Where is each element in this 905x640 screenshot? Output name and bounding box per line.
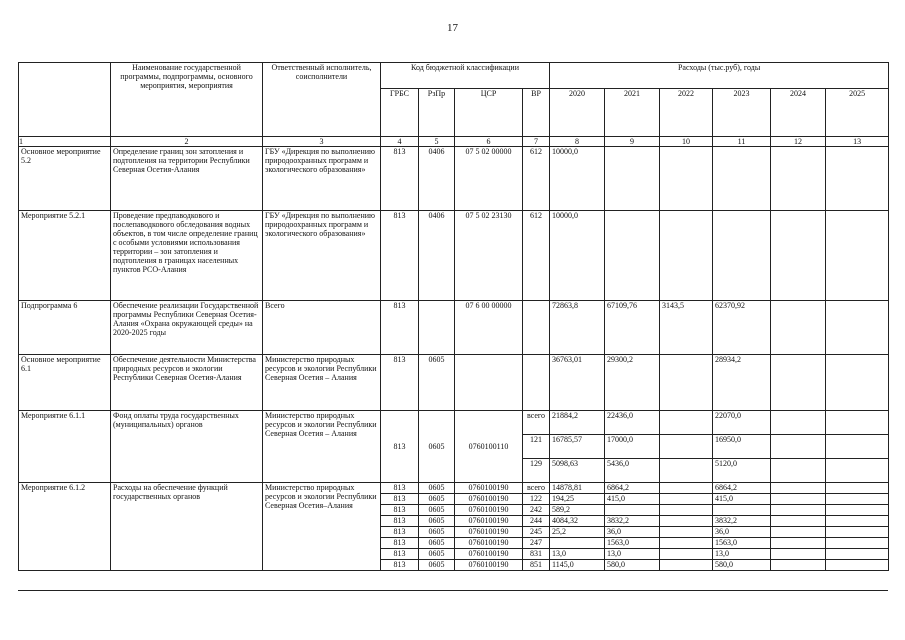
cell-csr: 07 5 02 23130 [455,211,523,301]
column-number: 10 [660,137,713,147]
cell-2024 [771,411,826,435]
cell-2020: 72863,8 [550,301,605,355]
cell-csr: 0760100190 [455,483,523,494]
cell-2023: 13,0 [713,549,771,560]
cell-vr: 831 [523,549,550,560]
cell-2024 [771,147,826,211]
cell-2020: 36763,01 [550,355,605,411]
cell-2025 [826,301,889,355]
cell-grbs: 813 [381,211,419,301]
cell-2024 [771,560,826,571]
cell-grbs: 813 [381,549,419,560]
cell-csr: 0760100110 [455,411,523,483]
cell-2025 [826,538,889,549]
cell-csr: 0760100190 [455,549,523,560]
cell-2020: 10000,0 [550,211,605,301]
cell-rzpr: 0605 [419,527,455,538]
cell-2023: 1563,0 [713,538,771,549]
column-number: 9 [605,137,660,147]
row-name: Расходы на обеспечение функций государственных органов [111,483,263,571]
cell-vr: 247 [523,538,550,549]
cell-csr: 0760100190 [455,494,523,505]
cell-2020: 4084,32 [550,516,605,527]
cell-2021: 13,0 [605,549,660,560]
cell-grbs: 813 [381,560,419,571]
column-number: 2 [111,137,263,147]
cell-2023: 36,0 [713,527,771,538]
table-row [19,211,889,301]
table-row [19,483,889,494]
cell-2022 [660,483,713,494]
cell-rzpr: 0605 [419,483,455,494]
cell-2020 [550,538,605,549]
row-name: Определение границ зон затопления и подтопления на территории Республики Северная Осетия-Алания [111,147,263,211]
row-responsible: Министерство природных ресурсов и экологии Республики Северная Осетия–Алания [263,483,381,571]
cell-2020: 25,2 [550,527,605,538]
cell-2024 [771,505,826,516]
cell-2022 [660,494,713,505]
column-number: 4 [381,137,419,147]
cell-2020: 194,25 [550,494,605,505]
cell-csr: 07 5 02 00000 [455,147,523,211]
column-number: 6 [455,137,523,147]
cell-2021: 415,0 [605,494,660,505]
cell-2024 [771,355,826,411]
cell-2023: 3832,2 [713,516,771,527]
cell-2021: 3832,2 [605,516,660,527]
cell-2023: 6864,2 [713,483,771,494]
column-number: 1 [19,137,111,147]
cell-2022 [660,147,713,211]
cell-csr: 0760100190 [455,538,523,549]
cell-grbs: 813 [381,411,419,483]
cell-2021: 22436,0 [605,411,660,435]
cell-2024 [771,549,826,560]
cell-2022 [660,211,713,301]
row-responsible: Министерство природных ресурсов и экологии Республики Северная Осетия – Алания [263,355,381,411]
cell-2023: 28934,2 [713,355,771,411]
cell-2025 [826,211,889,301]
cell-vr: всего [523,411,550,435]
row-name: Обеспечение реализации Государственной программы Республики Северная Осетия-Алания «Охрана окружающей среды» на 2020-2025 годы [111,301,263,355]
table-row [19,411,889,435]
cell-vr: 122 [523,494,550,505]
cell-2021: 36,0 [605,527,660,538]
cell-2022 [660,549,713,560]
cell-2022 [660,355,713,411]
header-year: 2021 [605,89,660,137]
cell-2021: 17000,0 [605,435,660,459]
cell-csr: 0760100190 [455,527,523,538]
cell-csr: 0760100190 [455,505,523,516]
cell-rzpr: 0605 [419,516,455,527]
cell-2025 [826,483,889,494]
cell-2025 [826,435,889,459]
table-row [19,301,889,355]
cell-2025 [826,355,889,411]
header-vr: ВР [523,89,550,137]
header-year: 2023 [713,89,771,137]
cell-csr: 0760100190 [455,516,523,527]
cell-grbs: 813 [381,355,419,411]
column-number: 11 [713,137,771,147]
cell-rzpr: 0605 [419,505,455,516]
table-bottom-rule [18,590,888,591]
cell-2023 [713,505,771,516]
header-year: 2025 [826,89,889,137]
row-label: Основное мероприятие 6.1 [19,355,111,411]
cell-rzpr [419,301,455,355]
table-row [19,147,889,211]
cell-rzpr: 0605 [419,494,455,505]
cell-2025 [826,505,889,516]
cell-rzpr: 0605 [419,560,455,571]
cell-2021: 5436,0 [605,459,660,483]
table-row [19,355,889,411]
column-number: 8 [550,137,605,147]
cell-2024 [771,483,826,494]
cell-2022 [660,435,713,459]
cell-2022 [660,411,713,435]
header-csr: ЦСР [455,89,523,137]
column-number: 3 [263,137,381,147]
cell-vr [523,355,550,411]
header-responsible: Ответственный исполнитель, соисполнители [263,63,381,137]
cell-2020: 13,0 [550,549,605,560]
cell-rzpr: 0605 [419,355,455,411]
column-number: 12 [771,137,826,147]
cell-2022 [660,538,713,549]
cell-2023: 5120,0 [713,459,771,483]
cell-grbs: 813 [381,147,419,211]
cell-2021: 580,0 [605,560,660,571]
cell-2023 [713,211,771,301]
cell-2023: 16950,0 [713,435,771,459]
row-name: Фонд оплаты труда государственных (муниципальных) органов [111,411,263,483]
cell-grbs: 813 [381,516,419,527]
header-empty-cell [19,63,111,137]
cell-vr [523,301,550,355]
row-responsible: Всего [263,301,381,355]
cell-vr: 612 [523,211,550,301]
header-year: 2020 [550,89,605,137]
cell-vr: 129 [523,459,550,483]
row-responsible: ГБУ «Дирекция по выполнению природоохранных программ и экологического образования» [263,147,381,211]
cell-grbs: 813 [381,301,419,355]
row-label: Подпрограмма 6 [19,301,111,355]
cell-2022: 3143,5 [660,301,713,355]
cell-2024 [771,435,826,459]
cell-2024 [771,538,826,549]
cell-rzpr: 0406 [419,147,455,211]
header-year: 2024 [771,89,826,137]
cell-vr: 121 [523,435,550,459]
cell-2025 [826,459,889,483]
cell-vr: 245 [523,527,550,538]
cell-2021 [605,147,660,211]
cell-vr: 242 [523,505,550,516]
cell-csr [455,355,523,411]
row-name: Проведение предпаводкового и послепаводкового обследования водных объектов, в том числе определение границ с особыми условиями использования территории – зон затопления и подтопления в границах населенных пунктов РСО-Алания [111,211,263,301]
cell-csr: 07 6 00 00000 [455,301,523,355]
cell-2022 [660,516,713,527]
header-name: Наименование государственной программы, подпрограммы, основного мероприятия, мероприятия [111,63,263,137]
row-label: Основное мероприятие 5.2 [19,147,111,211]
cell-grbs: 813 [381,483,419,494]
cell-2020: 1145,0 [550,560,605,571]
cell-grbs: 813 [381,538,419,549]
cell-2020: 21884,2 [550,411,605,435]
cell-2023: 62370,92 [713,301,771,355]
cell-2024 [771,301,826,355]
cell-csr: 0760100190 [455,560,523,571]
cell-2022 [660,459,713,483]
cell-2025 [826,147,889,211]
cell-2025 [826,549,889,560]
cell-2022 [660,527,713,538]
cell-grbs: 813 [381,494,419,505]
cell-2021: 6864,2 [605,483,660,494]
cell-2024 [771,459,826,483]
cell-2020: 10000,0 [550,147,605,211]
cell-2023 [713,147,771,211]
row-label: Мероприятие 5.2.1 [19,211,111,301]
header-rzpr: РзПр [419,89,455,137]
header-budget-code: Код бюджетной классификации [381,63,550,89]
cell-2025 [826,516,889,527]
cell-2021 [605,211,660,301]
column-number: 5 [419,137,455,147]
row-label: Мероприятие 6.1.2 [19,483,111,571]
cell-rzpr: 0605 [419,411,455,483]
column-number: 13 [826,137,889,147]
column-number-row [19,137,889,147]
header-year: 2022 [660,89,713,137]
cell-2023: 22070,0 [713,411,771,435]
header-grbs: ГРБС [381,89,419,137]
cell-vr: 612 [523,147,550,211]
cell-rzpr: 0605 [419,549,455,560]
cell-2021: 67109,76 [605,301,660,355]
header-expenses: Расходы (тыс.руб), годы [550,63,889,89]
column-number: 7 [523,137,550,147]
cell-2021: 1563,0 [605,538,660,549]
cell-2025 [826,560,889,571]
cell-2024 [771,211,826,301]
cell-vr: всего [523,483,550,494]
cell-2025 [826,527,889,538]
cell-2020: 589,2 [550,505,605,516]
row-responsible: ГБУ «Дирекция по выполнению природоохранных программ и экологического образования» [263,211,381,301]
cell-vr: 851 [523,560,550,571]
cell-2022 [660,505,713,516]
cell-2024 [771,494,826,505]
cell-vr: 244 [523,516,550,527]
cell-rzpr: 0406 [419,211,455,301]
cell-2023: 580,0 [713,560,771,571]
cell-2020: 14878,81 [550,483,605,494]
cell-grbs: 813 [381,527,419,538]
page-number: 17 [447,22,458,34]
row-name: Обеспечение деятельности Министерства природных ресурсов и экологии Республики Северная Осетия-Алания [111,355,263,411]
cell-2024 [771,516,826,527]
cell-2022 [660,560,713,571]
cell-2023: 415,0 [713,494,771,505]
cell-2020: 16785,57 [550,435,605,459]
cell-2025 [826,494,889,505]
cell-2020: 5098,63 [550,459,605,483]
cell-2021: 29300,2 [605,355,660,411]
cell-2025 [826,411,889,435]
cell-2021 [605,505,660,516]
cell-2024 [771,527,826,538]
row-responsible: Министерство природных ресурсов и экологии Республики Северная Осетия – Алания [263,411,381,483]
cell-grbs: 813 [381,505,419,516]
row-label: Мероприятие 6.1.1 [19,411,111,483]
budget-table [18,62,889,571]
cell-rzpr: 0605 [419,538,455,549]
